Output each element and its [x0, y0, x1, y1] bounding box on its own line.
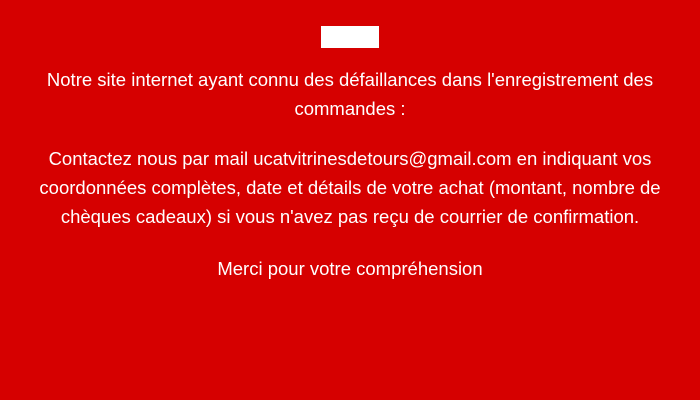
notice-thanks-paragraph: Merci pour votre compréhension — [217, 258, 483, 280]
white-rectangle-logo-icon — [321, 26, 379, 48]
notice-text-block — [20, 66, 680, 284]
notice-intro-paragraph: Notre site internet ayant connu des défaillances dans l'enregistrement des commandes : — [46, 69, 654, 119]
notice-contact-paragraph: Contactez nous par mail ucatvitrinesdetours@gmail.com en indiquant vos coordonnées complètes, date et détails de votre achat (montant, nombre de chèques cadeaux) si vous n'avez pas reçu de courrier de confirmation. — [39, 148, 661, 227]
